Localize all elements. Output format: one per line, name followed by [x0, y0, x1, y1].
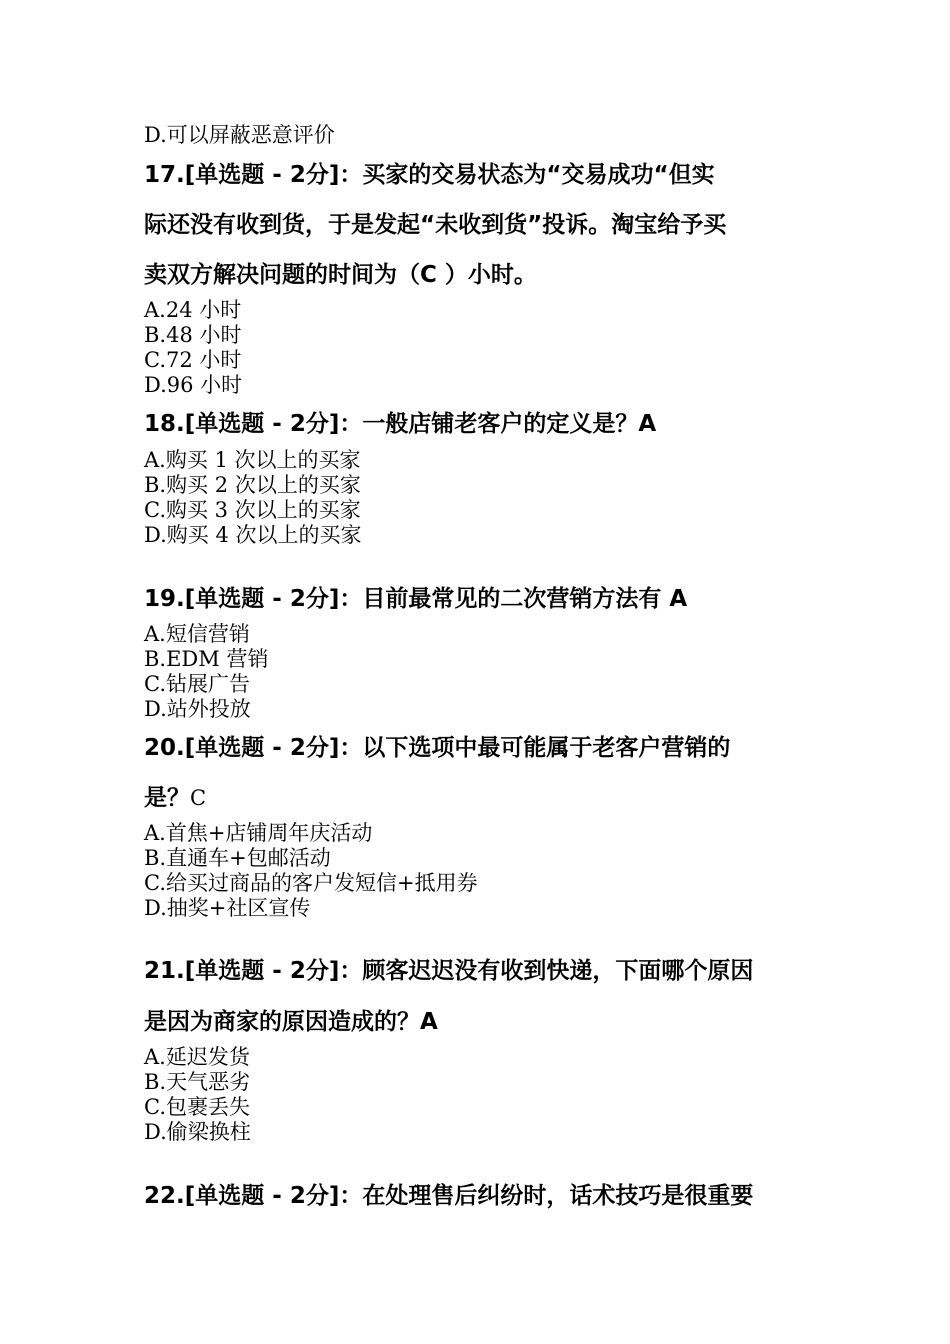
q17-option-d: D.96 小时 [144, 373, 243, 397]
q21-question-line-1: 21.[单选题 - 2分]：顾客迟迟没有收到快递，下面哪个原因 [144, 958, 754, 984]
q20-option-d: D.抽奖+社区宣传 [144, 896, 311, 920]
q19-option-c: C.钻展广告 [144, 672, 250, 696]
q21-option-d: D.偷梁换柱 [144, 1120, 251, 1144]
q21-option-c: C.包裹丢失 [144, 1095, 250, 1119]
q18-option-d: D.购买 4 次以上的买家 [144, 523, 362, 547]
q20-option-a: A.首焦+店铺周年庆活动 [144, 821, 373, 845]
q18-option-a: A.购买 1 次以上的买家 [144, 448, 361, 472]
q17-question-line-2: 际还没有收到货，于是发起“未收到货”投诉。淘宝给予买 [144, 212, 727, 238]
q20-option-b: B.直通车+包邮活动 [144, 846, 331, 870]
q17-option-a: A.24 小时 [144, 298, 242, 322]
q18-option-b: B.购买 2 次以上的买家 [144, 473, 361, 497]
q19-option-d: D.站外投放 [144, 697, 251, 721]
q20-question-line-1: 20.[单选题 - 2分]：以下选项中最可能属于老客户营销的 [144, 735, 731, 761]
q18-question-line-1: 18.[单选题 - 2分]：一般店铺老客户的定义是？A [144, 411, 657, 437]
q20-question-line-2 [144, 783, 206, 813]
q18-option-c: C.购买 3 次以上的买家 [144, 498, 361, 522]
q19-question-line-1: 19.[单选题 - 2分]：目前最常见的二次营销方法有 A [144, 586, 688, 612]
q17-question-line-1: 17.[单选题 - 2分]：买家的交易状态为“交易成功“但实 [144, 162, 715, 188]
q20-option-c: C.给买过商品的客户发短信+抵用券 [144, 871, 478, 895]
q19-option-b: B.EDM 营销 [144, 647, 269, 671]
q19-option-a: A.短信营销 [144, 622, 250, 646]
q21-option-a: A.延迟发货 [144, 1045, 250, 1069]
q17-option-c: C.72 小时 [144, 348, 242, 372]
q22-question-line-1: 22.[单选题 - 2分]：在处理售后纠纷时，话术技巧是很重要 [144, 1183, 754, 1209]
q17-option-b: B.48 小时 [144, 323, 242, 347]
q21-question-line-2: 是因为商家的原因造成的？A [144, 1009, 438, 1035]
q17-question-line-3: 卖双方解决问题的时间为（C ）小时。 [144, 262, 537, 288]
q20-answer: C [190, 786, 207, 810]
q21-option-b: B.天气恶劣 [144, 1070, 251, 1094]
q16-option-d: D.可以屏蔽恶意评价 [144, 123, 335, 147]
q20-question-text: 是？ [144, 785, 190, 811]
